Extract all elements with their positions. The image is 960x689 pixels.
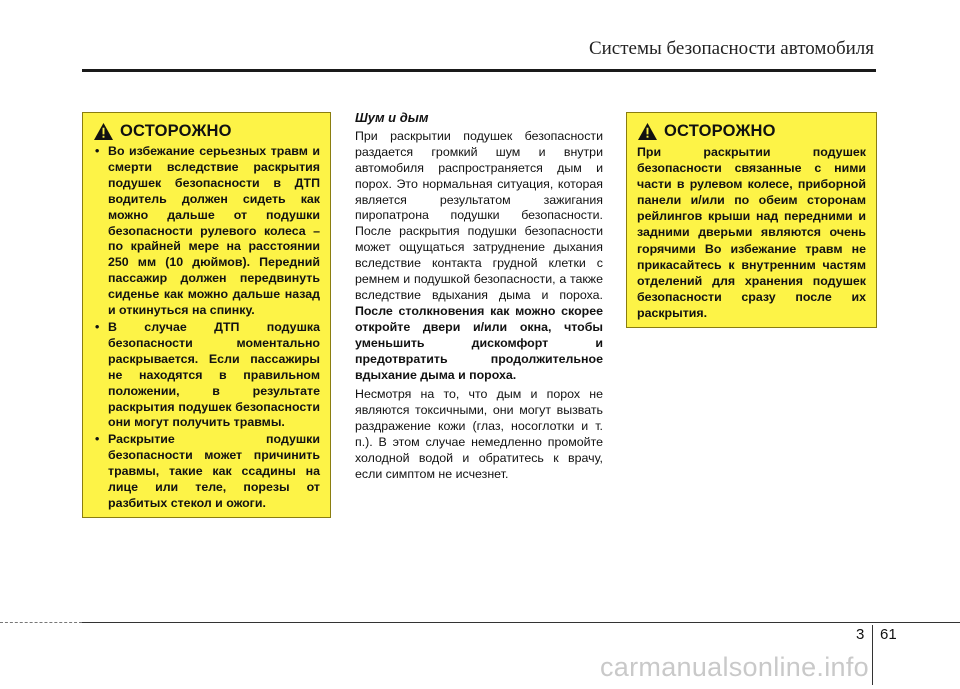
warning-item: • Раскрытие подушки безопасности может причинить травмы, такие как ссадины на лице или теле, порезы от разбитых стекол и ожоги. [93, 432, 320, 512]
header-rule [82, 69, 876, 72]
warning-list [93, 144, 320, 512]
warning-triangle-icon [93, 122, 114, 141]
footer-rule [82, 622, 960, 623]
noise-smoke-section [355, 110, 603, 487]
paragraph-1-emphasis: После столкновения как можно скорее откройте двери и/или окна, чтобы уменьшить дискомфорт и предотвратить продолжительное вдыхание дыма и пороха. [355, 303, 603, 382]
warning-box-right [626, 112, 877, 328]
warning-triangle-icon [637, 122, 658, 141]
paragraph-1 [355, 129, 603, 384]
warning-item: • Во избежание серьезных травм и смерти вследствие раскрытия подушек безопасности в ДТП водитель должен сидеть как можно дальше от подушки безопасности рулевого колеса – по крайней мере на расстоянии 250 мм (10 дюймов). Передний пассажир должен передвинуть сиденье как можно дальше назад и откинуться на спинку. [93, 144, 320, 319]
warning-box-left [82, 112, 331, 518]
warning-title: ОСТОРОЖНО [664, 122, 776, 140]
warning-text: При раскрытии подушек безопасности связанные с ними части в рулевом колесе, приборной панели и/или по обеим сторонам рейлингов крыши над передними и задними дверьми являются очень горячими Во избежание травм не прикасайтесь к внутренним частям отделений для хранения подушек безопасности сразу после их раскрытия. [637, 145, 866, 320]
paragraph-1-text: При раскрытии подушек безопасности раздается громкий шум и внутри автомобиля распространяется дым и порох. Это нормальная ситуация, которая является результатом зажигания пиропатрона подушки безопасности. После раскрытия подушки безопасности может ощущаться затруднение дыхания вследствие контакта грудной клетки с ремнем и подушкой безопасности, а также вследствие вдыхания дыма и пороха. [355, 128, 603, 302]
paragraph-2: Несмотря на то, что дым и порох не являются токсичными, они могут вызвать раздражение кожи (глаз, носоглотки и т. п.). В этом случае немедленно промойте холодной водой и обратитесь к врачу, если симптом не исчезнет. [355, 387, 603, 481]
chapter-number: 3 [856, 626, 865, 643]
footer-dashed-rule [0, 622, 82, 623]
warning-header [93, 122, 320, 141]
footer-separator [872, 625, 873, 685]
warning-item: • В случае ДТП подушка безопасности моментально раскрывается. Если пассажиры не находятся в правильном положении, в результате раскрытия подушек безопасности они могут получить травмы. [93, 320, 320, 431]
page-number: 61 [880, 626, 897, 643]
page-header-title: Системы безопасности автомобиля [588, 38, 874, 59]
watermark: carmanualsonline.info [600, 652, 869, 682]
section-heading: Шум и дым [355, 110, 429, 125]
warning-title: ОСТОРОЖНО [120, 122, 232, 140]
warning-header [637, 122, 866, 141]
